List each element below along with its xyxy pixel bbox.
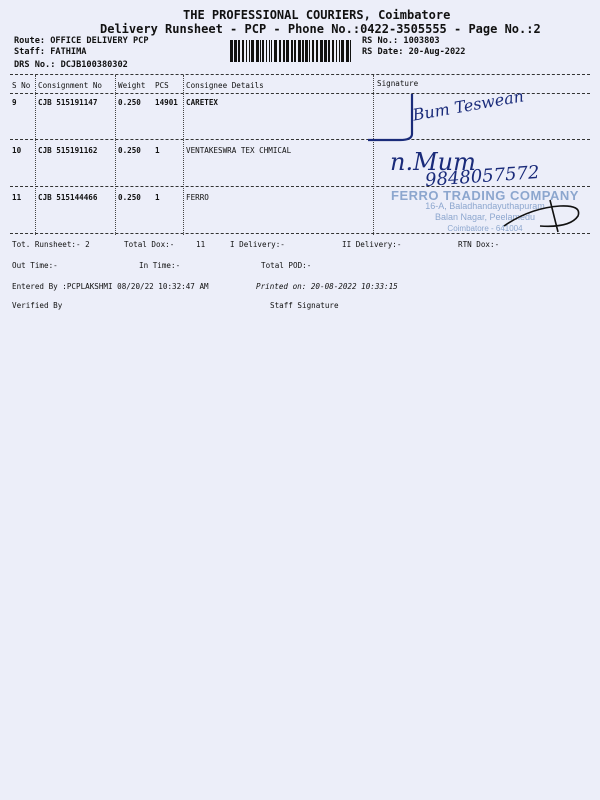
divider: [10, 74, 590, 75]
barcode-bar: [350, 40, 351, 62]
stamp-address-line: Coimbatore - 641004: [447, 224, 523, 233]
column-separator: [115, 75, 116, 235]
barcode-bar: [309, 40, 310, 62]
divider: [10, 186, 590, 187]
table-cell-consignee: VENTAKESWRA TEX CHMICAL: [186, 146, 292, 155]
barcode-bar: [346, 40, 349, 62]
barcode-bar: [336, 40, 337, 62]
barcode-bar: [294, 40, 296, 62]
col-header-weight: Weight: [118, 81, 146, 90]
table-cell-pcs: 1: [155, 146, 160, 155]
barcode-bar: [262, 40, 264, 62]
table-cell-consignee: FERRO: [186, 193, 209, 202]
barcode-bar: [328, 40, 330, 62]
barcode-bar: [339, 40, 340, 62]
barcode-bar: [332, 40, 334, 62]
total-dox-value: 11: [196, 240, 206, 249]
table-cell-consignment: CJB 515144466: [38, 193, 98, 202]
barcode-bar: [291, 40, 293, 62]
barcode-bar: [279, 40, 281, 62]
barcode-bar: [305, 40, 308, 62]
barcode-bar: [246, 40, 247, 62]
table-cell-weight: 0.250: [118, 146, 141, 155]
barcode-bar: [341, 40, 344, 62]
barcode-bar: [302, 40, 304, 62]
barcode-bar: [286, 40, 289, 62]
printed-on: Printed on: 20-08-2022 10:33:15: [256, 282, 398, 291]
company-title: THE PROFESSIONAL COURIERS, Coimbatore: [183, 8, 451, 22]
table-cell-consignee: CARETEX: [186, 98, 219, 107]
stamp-address-line: 16-A, Baladhandayuthapuram: [425, 201, 545, 211]
barcode-bar: [269, 40, 270, 62]
barcode-bar: [251, 40, 254, 62]
column-separator: [183, 75, 184, 235]
barcode-bar: [256, 40, 259, 62]
table-cell-consignment: CJB 515191147: [38, 98, 98, 107]
col-header-consignment: Consignment No: [38, 81, 103, 90]
runsheet-title: Delivery Runsheet - PCP - Phone No.:0422-3505555 - Page No.:2: [100, 22, 541, 36]
total-dox-label: Total Dox:-: [124, 240, 175, 249]
barcode-bar: [260, 40, 261, 62]
staff-signature-label: Staff Signature: [270, 301, 339, 310]
signature-phone-number: 9848057572: [424, 162, 541, 191]
i-delivery-label: I Delivery:-: [230, 240, 285, 249]
drs-number: DRS No.: DCJB100380302: [14, 60, 128, 70]
table-cell-sno: 11: [12, 193, 22, 202]
stamp-signature-scribble: [500, 196, 590, 236]
signature-row-2: n.Mum: [390, 148, 476, 176]
barcode-bar: [316, 40, 318, 62]
barcode-bar: [312, 40, 314, 62]
barcode-bar: [238, 40, 240, 62]
barcode-bar: [320, 40, 323, 62]
col-header-pcs: PCS: [155, 81, 169, 90]
table-cell-pcs: 14901: [155, 98, 178, 107]
barcode: [230, 40, 354, 62]
divider: [10, 139, 590, 140]
staff-label: Staff: FATHIMA: [14, 47, 87, 57]
barcode-bar: [230, 40, 233, 62]
col-header-sno: S No: [12, 81, 31, 90]
in-time-label: In Time:-: [139, 261, 181, 270]
table-cell-consignment: CJB 515191162: [38, 146, 98, 155]
route-label: Route: OFFICE DELIVERY PCP: [14, 36, 149, 46]
signature-row-1: Bum Teswean: [411, 86, 526, 125]
column-separator: [35, 75, 36, 235]
barcode-bar: [324, 40, 327, 62]
barcode-bar: [249, 40, 250, 62]
rtn-dox-label: RTN Dox:-: [458, 240, 500, 249]
barcode-bar: [274, 40, 277, 62]
stamp-address-line: Balan Nagar, Peelamedu: [434, 212, 536, 222]
barcode-bar: [271, 40, 272, 62]
ii-delivery-label: II Delivery:-: [342, 240, 402, 249]
barcode-bar: [242, 40, 244, 62]
col-header-consignee: Consignee Details: [186, 81, 264, 90]
table-cell-pcs: 1: [155, 193, 160, 202]
verified-by-label: Verified By: [12, 301, 63, 310]
col-header-signature: Signature: [377, 79, 419, 88]
table-cell-sno: 9: [12, 98, 17, 107]
entered-by: Entered By :PCPLAKSHMI 08/20/22 10:32:47 AM: [12, 282, 209, 291]
stamp-company-name: FERRO TRADING COMPANY: [391, 188, 579, 203]
barcode-bar: [298, 40, 301, 62]
total-runsheet: Tot. Runsheet:- 2: [12, 240, 90, 249]
table-cell-weight: 0.250: [118, 193, 141, 202]
total-pod-label: Total POD:-: [261, 261, 312, 270]
barcode-bar: [234, 40, 237, 62]
barcode-bar: [283, 40, 285, 62]
rs-number: RS No.: 1003803: [362, 36, 440, 46]
barcode-bar: [266, 40, 267, 62]
table-cell-weight: 0.250: [118, 98, 141, 107]
table-cell-sno: 10: [12, 146, 22, 155]
rs-date: RS Date: 20-Aug-2022: [362, 47, 466, 57]
out-time-label: Out Time:-: [12, 261, 58, 270]
